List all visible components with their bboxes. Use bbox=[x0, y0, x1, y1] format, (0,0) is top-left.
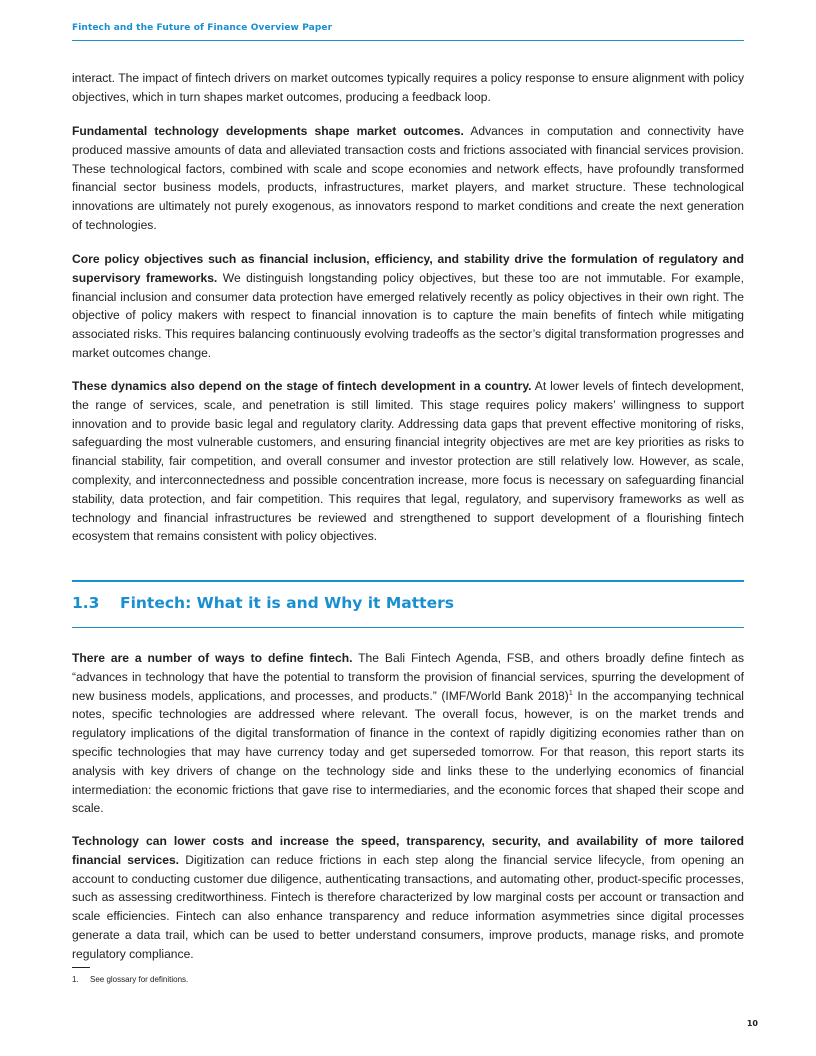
footnote-divider bbox=[72, 967, 90, 968]
paragraph-define-fintech bbox=[72, 649, 744, 818]
footnote-number: 1. bbox=[72, 975, 79, 984]
footnote bbox=[72, 975, 188, 984]
paragraph-feedback-loop bbox=[72, 69, 744, 107]
paragraph-text: At lower levels of fintech development, the range of services, scale, and penetration is still limited. This stage requires policy makers’ willingness to support innovation and to provide basic legal and regulatory clarity. Addressing data gaps that prevent effective monitoring of risks, safeguarding the most vulnerable customers, and ensuring financial integrity objectives are met are key priorities as risks to financial stability, fair competition, and overall consumer and investor protection are still relatively low. However, as scale, complexity, and interconnectedness and possible concentration increase, more focus is necessary on safeguarding financial stability, data protection, and fair competition. This requires that legal, regulatory, and supervisory frameworks as well as technology and financial infrastructures be reviewed and strengthened to support development of a flourishing fintech ecosystem that remains consistent with policy objectives. bbox=[72, 379, 744, 544]
section-heading bbox=[72, 594, 744, 612]
footnote-text: See glossary for definitions. bbox=[90, 975, 189, 984]
paragraph-development-stage bbox=[72, 377, 744, 546]
paragraph-text: The Bali Fintech Agenda, FSB, and others broadly define fintech as “advances in technology that have the potential to transform the provision of financial services, spurring the development of new business models, applications, and processes, and products.” (IMF/World Bank 2018) bbox=[72, 651, 744, 703]
page-number: 10 bbox=[746, 1019, 758, 1028]
paragraph-text: We distinguish longstanding policy objectives, but these too are not immutable. For example, financial inclusion and consumer data protection have emerged relatively recently as policy objectives in their own right. The objective of policy makers with respect to financial innovation is to capture the main benefits of fintech while mitigating associated risks. This requires balancing continuously evolving tradeoffs as the sector’s digital transformation progresses and market outcomes change. bbox=[72, 270, 744, 360]
paragraph-technology-costs bbox=[72, 832, 744, 964]
paragraph-text: Digitization can reduce frictions in each step along the financial service lifecycle, from opening an account to conducting customer due diligence, authenticating transactions, and automating other, product-specific processes, such as assessing creditworthiness. Fintech is therefore characterized by low marginal costs per account or transaction and scale efficiencies. Fintech can also enhance transparency and reduce information asymmetries since digital processes generate a data trail, which can be used to better understand consumers, improve products, manage risks, and promote regulatory compliance. bbox=[72, 852, 744, 961]
section-top-divider bbox=[72, 580, 744, 582]
footnote-reference[interactable]: 1 bbox=[568, 689, 573, 697]
paragraph-text: interact. The impact of fintech drivers on market outcomes typically requires a policy response to ensure alignment with policy objectives, which in turn shapes market outcomes, producing a feedback loop. bbox=[72, 71, 744, 104]
paragraph-text: Advances in computation and connectivity have produced massive amounts of data and alleviated transaction costs and frictions associated with financial services provision. These technological factors, combined with scale and scope economies and network effects, have profoundly transformed financial sector business models, products, infrastructures, market players, and market structure. These technological innovations are ultimately not purely exogenous, as innovators respond to market conditions and create the next generation of technologies. bbox=[72, 124, 744, 232]
paragraph-lead: These dynamics also depend on the stage of fintech development in a country. bbox=[72, 379, 532, 393]
section-bottom-divider bbox=[72, 627, 744, 628]
paragraph-text: In the accompanying technical notes, specific technologies are addressed where relevant. The overall focus, however, is on the market trends and regulatory implications of the digital transformation of finance in the context of rapidly digitizing economies rather than on specific technologies that may have currency today and get superseded tomorrow. For that reason, this report starts its analysis with key drivers of change on the technology side and links these to the underlying economics of financial intermediation: the economic frictions that gave rise to intermediaries, and the economic forces that shaped their scope and scale. bbox=[72, 688, 744, 816]
header-divider bbox=[72, 40, 744, 41]
paragraph-lead: Fundamental technology developments shape market outcomes. bbox=[72, 124, 464, 138]
paragraph-lead: Core policy objectives such as financial inclusion, efficiency, and stability drive the formulation of regulatory and supervisory frameworks. bbox=[72, 252, 744, 285]
section-title: Fintech: What it is and Why it Matters bbox=[120, 594, 454, 612]
paragraph-policy-objectives bbox=[72, 250, 744, 363]
paragraph-lead: There are a number of ways to define fintech. bbox=[72, 651, 353, 665]
paragraph-technology-developments bbox=[72, 122, 744, 235]
paragraph-lead: Technology can lower costs and increase the speed, transparency, security, and availability of more tailored financial services. bbox=[72, 834, 744, 867]
section-number: 1.3 bbox=[72, 594, 100, 612]
running-header: Fintech and the Future of Finance Overview Paper bbox=[72, 23, 333, 33]
